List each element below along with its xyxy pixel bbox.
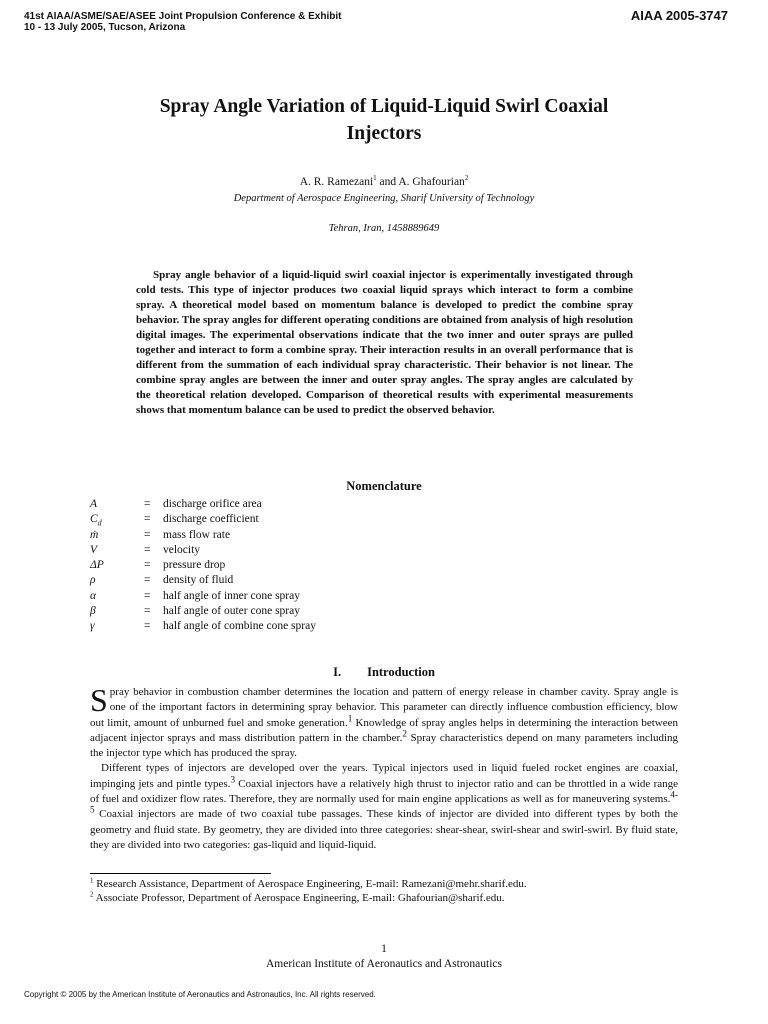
nomenclature-heading: Nomenclature (346, 479, 422, 493)
nomenclature-equals: = (144, 605, 151, 618)
title-line-2: Injectors (346, 123, 422, 144)
copyright-notice: Copyright © 2005 by the American Institute of Aeronautics and Astronautics, Inc. All rights reserved. (24, 990, 376, 999)
nomenclature-symbol: α (90, 589, 97, 602)
conference-name: 41st AIAA/ASME/SAE/ASEE Joint Propulsion Conference & Exhibit (24, 11, 342, 22)
author-1: A. R. Ramezani (299, 176, 374, 188)
nomenclature-symbol: β (90, 605, 96, 618)
footnote-mark: 2 (90, 890, 94, 899)
nomenclature-definition: discharge orifice area (163, 498, 262, 510)
author-separator: and (376, 176, 399, 188)
nomenclature-symbol: V (90, 543, 98, 556)
introduction-paragraph-2: Different types of injectors are developed over the years. Typical injectors used in liquid fueled rocket engines are coaxial, impinging jets and pintle types.$^3$ Coaxial injectors have a relatively high thrust to injector ratio and can be throttled in a wide range of fuel and oxidizer flow rates. Therefore, they are normally used for main engine applications as well as for maneuvering systems.$^{4-5}$ Coaxial injectors are made of two coaxial tube passages. These kinds of injector are divided into different types by both the geometry and fluid state. By geometry, they are divided into three categories: shear-shear, swirl-shear and swirl-swirl. By fluid state, they are divided into two categories: gas-liquid and liquid-liquid. (90, 762, 678, 851)
address: Tehran, Iran, 1458889649 (328, 223, 440, 234)
author-list (0, 176, 768, 188)
nomenclature-equals: = (144, 559, 151, 572)
section-number: I. (333, 665, 342, 679)
footnote-text: Research Assistance, Department of Aerospace Engineering, E-mail: Ramezani@mehr.sharif.edu. (93, 878, 527, 890)
nomenclature-definition: half angle of outer cone spray (163, 605, 300, 618)
section-heading-introduction (0, 665, 768, 680)
citation-ref: 2 (402, 728, 407, 739)
introduction-body (90, 682, 679, 853)
drop-cap: S (90, 682, 108, 718)
publisher-name: American Institute of Aeronautics and Astronautics (265, 958, 502, 970)
conference-date-location: 10 - 13 July 2005, Tucson, Arizona (24, 22, 186, 33)
author-2: A. Ghafourian (398, 176, 465, 188)
title-line-1: Spray Angle Variation of Liquid-Liquid Swirl Coaxial (159, 96, 609, 117)
citation-ref: 4-5 (90, 789, 678, 815)
author-2-footnote-mark: 2 (464, 174, 469, 183)
nomenclature-equals: = (144, 589, 151, 602)
nomenclature-equals: = (144, 498, 151, 510)
conference-header (24, 11, 341, 33)
nomenclature-symbol: ΔP (90, 559, 104, 572)
nomenclature-equals: = (144, 528, 151, 541)
paper-id: AIAA 2005-3747 (630, 8, 728, 23)
abstract: Spray angle behavior of a liquid-liquid swirl coaxial injector is experimentally investigated through cold tests. This type of injector produces two coaxial liquid sprays which interact to form a combine spray. A theoretical model based on momentum balance is developed to predict the combine spray behavior. The spray angles for different operating conditions are obtained from analysis of high resolution digital images. The experimental observations indicate that the two inner and outer sprays are pulled together and interact to form a combine spray. Their interaction results in an overall performance that is different from the summation of each individual spray characteristic. Their behavior is not linear. The combine spray angles are between the inner and outer spray angles. The spray angles are calculated by the theoretical relation developed. Comparison of theoretical results with experimental measurements shows that momentum balance can be used to predict the observed behavior. (136, 269, 633, 416)
nomenclature-equals: = (144, 543, 151, 556)
author-1-footnote-mark: 1 (373, 174, 377, 183)
introduction-paragraph-1: Spray behavior in combustion chamber determines the location and pattern of energy release in chamber cavity. Spray angle is one of the important factors in determining spray behavior. This parameter can directly influence combustion efficiency, blow out limit, amount of unburned fuel and smoke generation.$^1$ Knowledge of spray angles helps in determining the interaction between adjacent injector sprays and mass distribution pattern in the chamber.$^2$ Spray characteristics depend on many parameters including the injector type which has produced the spray. (90, 682, 679, 760)
citation-ref: 3 (230, 774, 236, 785)
footnote-mark: 1 (90, 876, 94, 885)
page-number: 1 (381, 943, 387, 955)
nomenclature-definition: density of fluid (163, 574, 234, 587)
footnote-divider (90, 873, 271, 874)
section-title: Introduction (367, 665, 435, 679)
footnote-text: Associate Professor, Department of Aerospace Engineering, E-mail: Ghafourian@sharif.edu. (93, 892, 505, 904)
affiliation: Department of Aerospace Engineering, Sharif University of Technology (233, 193, 535, 204)
paper-title (90, 93, 678, 147)
nomenclature-definition: discharge coefficient (163, 513, 259, 526)
nomenclature-symbol: ṁ (90, 528, 99, 541)
footnotes (90, 877, 527, 905)
nomenclature-definition: velocity (163, 543, 201, 556)
nomenclature-equals: = (144, 620, 151, 633)
nomenclature-symbol: A (90, 498, 98, 510)
footnote-2 (90, 891, 527, 905)
nomenclature-symbol: γ (90, 620, 95, 633)
nomenclature-equals: = (144, 574, 151, 587)
footnote-1 (90, 877, 527, 891)
citation-ref: 1 (347, 712, 353, 723)
nomenclature-definition: half angle of combine cone spray (163, 620, 316, 633)
nomenclature-definition: pressure drop (163, 559, 226, 572)
nomenclature-symbol: ρ (90, 574, 96, 587)
nomenclature-definition: mass flow rate (163, 528, 231, 541)
nomenclature-equals: = (144, 513, 151, 526)
nomenclature-symbol: $C_d$ (90, 513, 102, 528)
nomenclature-definition: half angle of inner cone spray (163, 589, 300, 602)
